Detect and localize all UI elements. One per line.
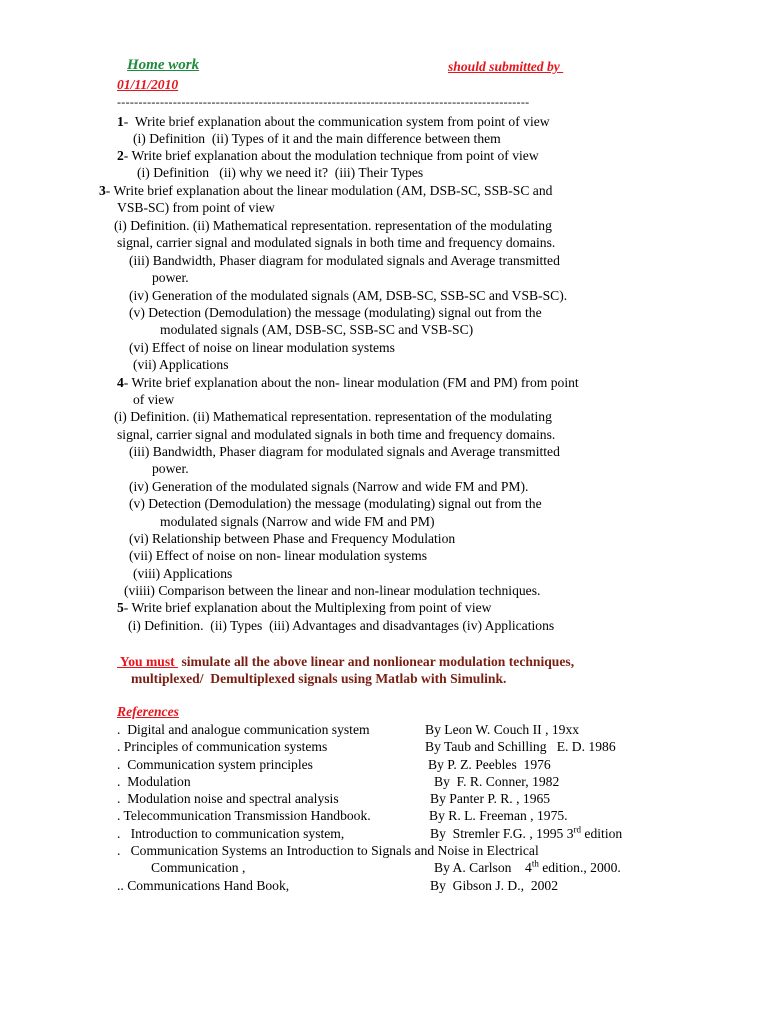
question-3-sub: (iii) Bandwidth, Phaser diagram for modulated signals and Average transmitted bbox=[129, 253, 560, 268]
question-3-sub: (i) Definition. (ii) Mathematical representation. representation of the modulating bbox=[114, 218, 552, 233]
reference-author: By Panter P. R. , 1965 bbox=[430, 791, 551, 806]
submission-label: should submitted by bbox=[448, 59, 564, 74]
reference-title: . Communication Systems an Introduction to Signals and Noise in Electrical bbox=[117, 843, 539, 858]
due-date: 01/11/2010 bbox=[117, 77, 179, 92]
reference-title: . Principles of communication systems bbox=[117, 739, 328, 754]
question-3-sub: (v) Detection (Demodulation) the message (modulating) signal out from the bbox=[129, 305, 542, 320]
question-4-sub: (iv) Generation of the modulated signals (Narrow and wide FM and PM). bbox=[129, 479, 529, 494]
question-5-sub: (i) Definition. (ii) Types (iii) Advantages and disadvantages (iv) Applications bbox=[128, 618, 555, 633]
question-4-sub: (viiii) Comparison between the linear and non-linear modulation techniques. bbox=[124, 583, 541, 598]
question-4: 4- Write brief explanation about the non- linear modulation (FM and PM) from point bbox=[117, 375, 579, 390]
reference-author: By Gibson J. D., 2002 bbox=[430, 878, 559, 893]
question-3-sub: VSB-SC) from point of view bbox=[117, 200, 275, 215]
simulation-notice-cont: multiplexed/ Demultiplexed signals using Matlab with Simulink. bbox=[131, 671, 507, 686]
reference-author: By P. Z. Peebles 1976 bbox=[428, 757, 551, 772]
reference-title: . Digital and analogue communication system bbox=[117, 722, 370, 737]
reference-title: . Telecommunication Transmission Handbook. bbox=[117, 808, 371, 823]
reference-title-cont: Communication , bbox=[151, 860, 246, 875]
reference-title: . Communication system principles bbox=[117, 757, 313, 772]
reference-author: By F. R. Conner, 1982 bbox=[434, 774, 560, 789]
question-4-sub: (v) Detection (Demodulation) the message (modulating) signal out from the bbox=[129, 496, 542, 511]
question-3: 3- Write brief explanation about the linear modulation (AM, DSB-SC, SSB-SC and bbox=[99, 183, 553, 198]
question-4-sub: (viii) Applications bbox=[133, 566, 233, 581]
question-4-sub: power. bbox=[152, 461, 189, 476]
question-4-sub: (i) Definition. (ii) Mathematical representation. representation of the modulating bbox=[114, 409, 552, 424]
question-2: 2- Write brief explanation about the modulation technique from point of view bbox=[117, 148, 539, 163]
question-3-sub: (iv) Generation of the modulated signals (AM, DSB-SC, SSB-SC and VSB-SC). bbox=[129, 288, 568, 303]
question-3-sub: (vii) Applications bbox=[133, 357, 229, 372]
question-3-sub: signal, carrier signal and modulated signals in both time and frequency domains. bbox=[117, 235, 556, 250]
reference-author: By Stremler F.G. , 1995 3rd edition bbox=[430, 824, 623, 841]
question-5: 5- Write brief explanation about the Multiplexing from point of view bbox=[117, 600, 492, 615]
simulation-notice: You must simulate all the above linear and nonlionear modulation techniques, bbox=[117, 654, 575, 669]
question-3-sub: (vi) Effect of noise on linear modulation systems bbox=[129, 340, 395, 355]
question-4-sub: modulated signals (Narrow and wide FM and PM) bbox=[160, 514, 435, 529]
question-3-sub: modulated signals (AM, DSB-SC, SSB-SC and VSB-SC) bbox=[160, 322, 474, 337]
question-1: 1- Write brief explanation about the communication system from point of view bbox=[117, 114, 550, 129]
reference-title: .. Communications Hand Book, bbox=[117, 878, 290, 893]
reference-title: . Modulation noise and spectral analysis bbox=[117, 791, 339, 806]
reference-author: By Taub and Schilling E. D. 1986 bbox=[425, 739, 616, 754]
question-4-sub: of view bbox=[133, 392, 175, 407]
question-2-sub: (i) Definition (ii) why we need it? (iii) Their Types bbox=[137, 165, 424, 180]
question-3-sub: power. bbox=[152, 270, 189, 285]
page-title: Home work bbox=[127, 57, 200, 73]
reference-author: By R. L. Freeman , 1975. bbox=[429, 808, 568, 823]
question-1-sub: (i) Definition (ii) Types of it and the main difference between them bbox=[133, 131, 501, 146]
question-4-sub: (vii) Effect of noise on non- linear modulation systems bbox=[129, 548, 427, 563]
reference-author: By Leon W. Couch II , 19xx bbox=[425, 722, 580, 737]
reference-title: . Introduction to communication system, bbox=[117, 826, 345, 841]
question-4-sub: (iii) Bandwidth, Phaser diagram for modulated signals and Average transmitted bbox=[129, 444, 560, 459]
reference-title: . Modulation bbox=[117, 774, 191, 789]
references-heading: References bbox=[117, 704, 179, 719]
question-4-sub: signal, carrier signal and modulated signals in both time and frequency domains. bbox=[117, 427, 556, 442]
divider-line: ------------------------------------------------------------------------------------------------ bbox=[117, 95, 530, 109]
question-4-sub: (vi) Relationship between Phase and Frequency Modulation bbox=[129, 531, 456, 546]
reference-author: By A. Carlson 4th edition., 2000. bbox=[434, 858, 621, 875]
